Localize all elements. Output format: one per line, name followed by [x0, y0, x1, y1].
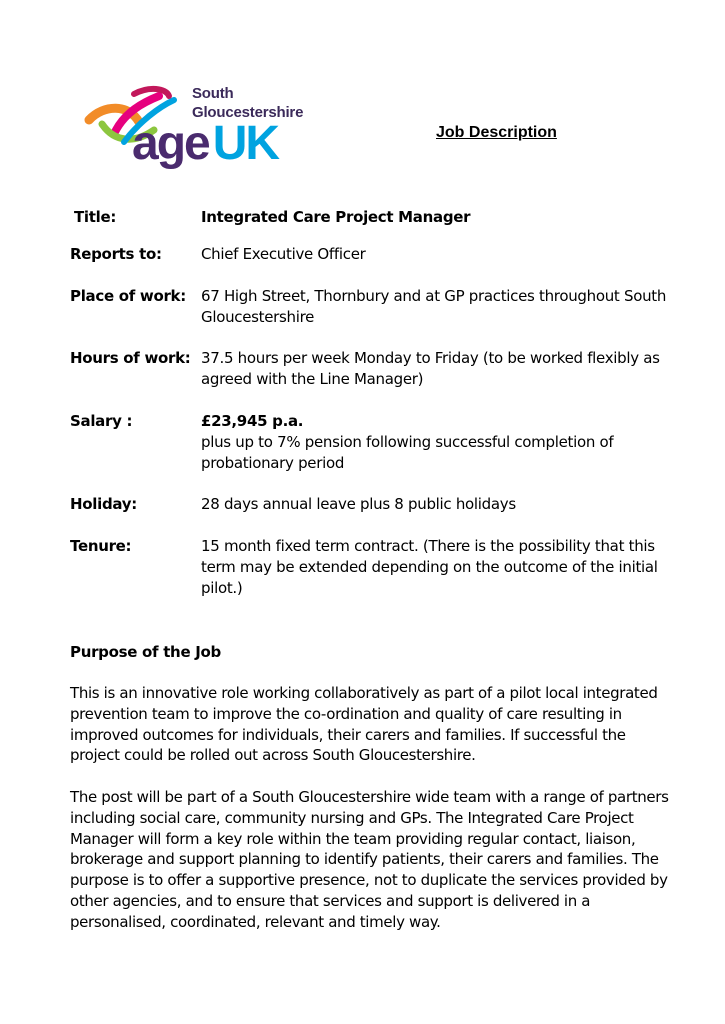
logo-wordmark	[132, 118, 278, 170]
field-value: 67 High Street, Thornbury and at GP practices throughout South Gloucestershire	[201, 287, 667, 326]
logo-uk: UK	[212, 117, 279, 170]
logo-line-south: South	[192, 85, 234, 102]
field-value: Chief Executive Officer	[201, 245, 366, 263]
field-value: 28 days annual leave plus 8 public holidays	[201, 495, 516, 513]
field-label: Place of work:	[70, 287, 186, 305]
purpose-paragraph: This is an innovative role working collaboratively as part of a pilot local integrated prevention team to improve the co-ordination and quality of care resulting in improved outcomes for individuals, their carers and families. If successful the project could be rolled out across South Gloucestershire.	[70, 684, 658, 765]
field-label: Title:	[74, 208, 117, 226]
field-label: Hours of work:	[70, 349, 191, 367]
field-label: Reports to:	[70, 245, 162, 263]
field-value: 15 month fixed term contract. (There is the possibility that this term may be extended depending on the outcome of the initial pilot.)	[201, 537, 658, 597]
purpose-paragraph: The post will be part of a South Gloucestershire wide team with a range of partners including social care, community nursing and GPs. The Integrated Care Project Manager will form a key role within the team providing regular contact, liaison, brokerage and support planning to identify patients, their carers and families. The purpose is to offer a supportive presence, not to duplicate the services provided by other agencies, and to ensure that services and support is delivered in a personalised, coordinated, relevant and timely way.	[70, 788, 669, 931]
field-value-note: plus up to 7% pension following successful completion of probationary period	[201, 433, 614, 472]
age-uk-logo	[84, 82, 316, 174]
logo-line-gloucestershire: Gloucestershire	[192, 104, 304, 121]
field-value: 37.5 hours per week Monday to Friday (to be worked flexibly as agreed with the Line Manager)	[201, 349, 660, 388]
field-value: £23,945 p.a.	[201, 412, 304, 430]
purpose-heading: Purpose of the Job	[70, 643, 221, 661]
document-title: Job Description	[436, 124, 557, 141]
field-label: Tenure:	[70, 537, 132, 555]
logo-age: age	[132, 117, 209, 170]
field-value: Integrated Care Project Manager	[201, 208, 471, 226]
field-label: Holiday:	[70, 495, 137, 513]
field-label: Salary :	[70, 412, 133, 430]
